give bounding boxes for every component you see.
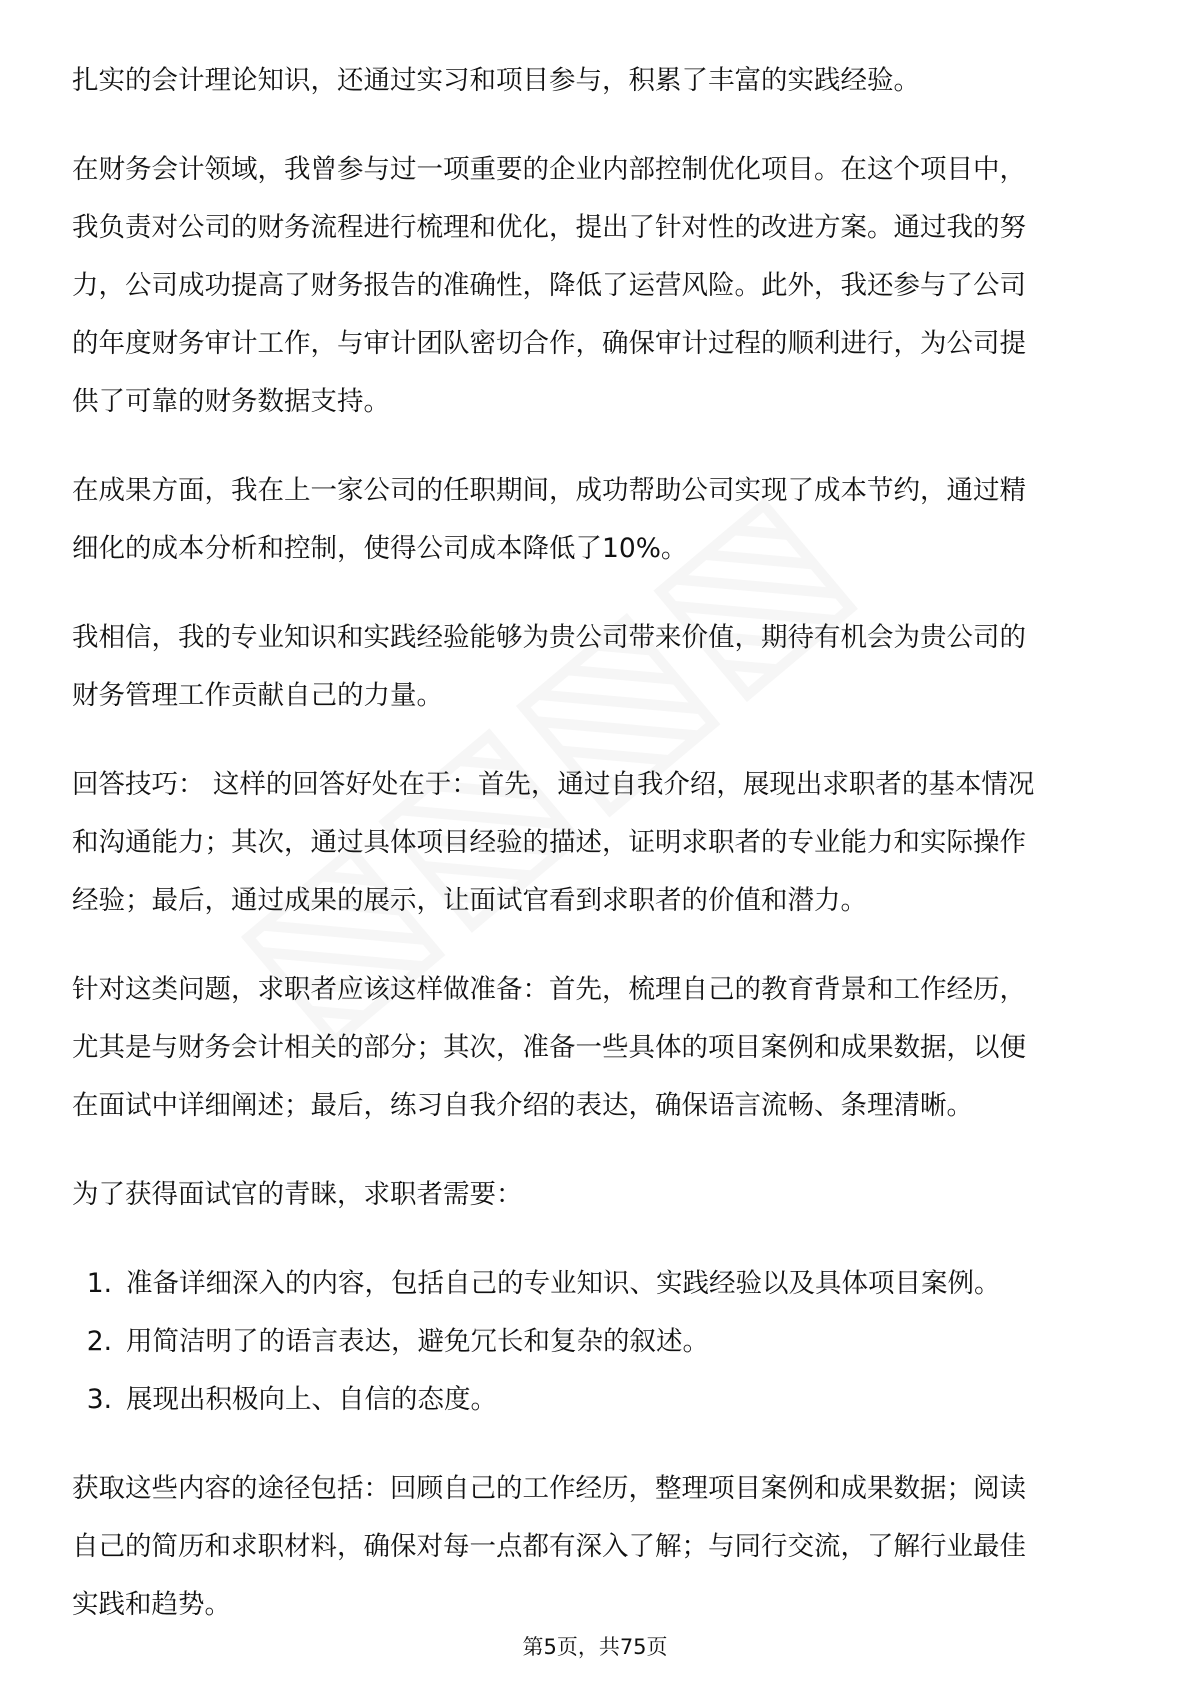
list-text: 准备详细深入的内容，包括自己的专业知识、实践经验以及具体项目案例。: [126, 1268, 1001, 1299]
text-line: 力，公司成功提高了财务报告的准确性，降低了运营风险。此外，我还参与了公司: [72, 270, 1026, 301]
list-text: 用简洁明了的语言表达，避免冗长和复杂的叙述。: [126, 1326, 709, 1357]
paragraph: [72, 961, 1132, 1135]
text-line: 获取这些内容的途径包括：回顾自己的工作经历，整理项目案例和成果数据；阅读: [72, 1473, 1026, 1504]
paragraph: [72, 462, 1132, 578]
text-line: 实践和趋势。: [72, 1589, 231, 1620]
paragraph: [72, 609, 1132, 725]
text-line: 在财务会计领域，我曾参与过一项重要的企业内部控制优化项目。在这个项目中，: [72, 154, 1026, 185]
text-line: 和沟通能力；其次，通过具体项目经验的描述，证明求职者的专业能力和实际操作: [72, 827, 1026, 858]
text-line: 在面试中详细阐述；最后，练习自我介绍的表达，确保语言流畅、条理清晰。: [72, 1090, 973, 1121]
list-item: [72, 1313, 1132, 1371]
text-line: 回答技巧： 这样的回答好处在于：首先，通过自我介绍，展现出求职者的基本情况: [72, 769, 1035, 800]
document-body: [72, 52, 1132, 1665]
list-text: 展现出积极向上、自信的态度。: [126, 1384, 497, 1415]
list-number: 3.: [86, 1384, 112, 1415]
list-number: 1.: [86, 1268, 112, 1299]
text-line: 供了可靠的财务数据支持。: [72, 386, 390, 417]
text-line: 我相信，我的专业知识和实践经验能够为贵公司带来价值，期待有机会为贵公司的: [72, 622, 1026, 653]
text-line: 扎实的会计理论知识，还通过实习和项目参与，积累了丰富的实践经验。: [72, 65, 920, 96]
list-item: [72, 1371, 1132, 1429]
list-item: [72, 1255, 1132, 1313]
paragraph: [72, 52, 1132, 110]
text-line: 在成果方面，我在上一家公司的任职期间，成功帮助公司实现了成本节约，通过精: [72, 475, 1026, 506]
text-line: 我负责对公司的财务流程进行梳理和优化，提出了针对性的改进方案。通过我的努: [72, 212, 1026, 243]
closing-paragraph: [72, 1460, 1132, 1634]
paragraph: [72, 141, 1132, 431]
tips-list: [72, 1255, 1132, 1429]
list-number: 2.: [86, 1326, 112, 1357]
text-line: 自己的简历和求职材料，确保对每一点都有深入了解；与同行交流，了解行业最佳: [72, 1531, 1026, 1562]
text-line: 财务管理工作贡献自己的力量。: [72, 680, 443, 711]
text-line: 针对这类问题，求职者应该这样做准备：首先，梳理自己的教育背景和工作经历，: [72, 974, 1026, 1005]
text-line: 经验；最后，通过成果的展示，让面试官看到求职者的价值和潜力。: [72, 885, 867, 916]
paragraph: [72, 756, 1132, 930]
text-line: 尤其是与财务会计相关的部分；其次，准备一些具体的项目案例和成果数据，以便: [72, 1032, 1026, 1063]
paragraph: [72, 1166, 1132, 1224]
text-line: 为了获得面试官的青睐，求职者需要：: [72, 1179, 523, 1210]
text-line: 的年度财务审计工作，与审计团队密切合作，确保审计过程的顺利进行，为公司提: [72, 328, 1026, 359]
page-number: 第5页，共75页: [522, 1635, 668, 1659]
text-line: 细化的成本分析和控制，使得公司成本降低了10%。: [72, 533, 688, 564]
